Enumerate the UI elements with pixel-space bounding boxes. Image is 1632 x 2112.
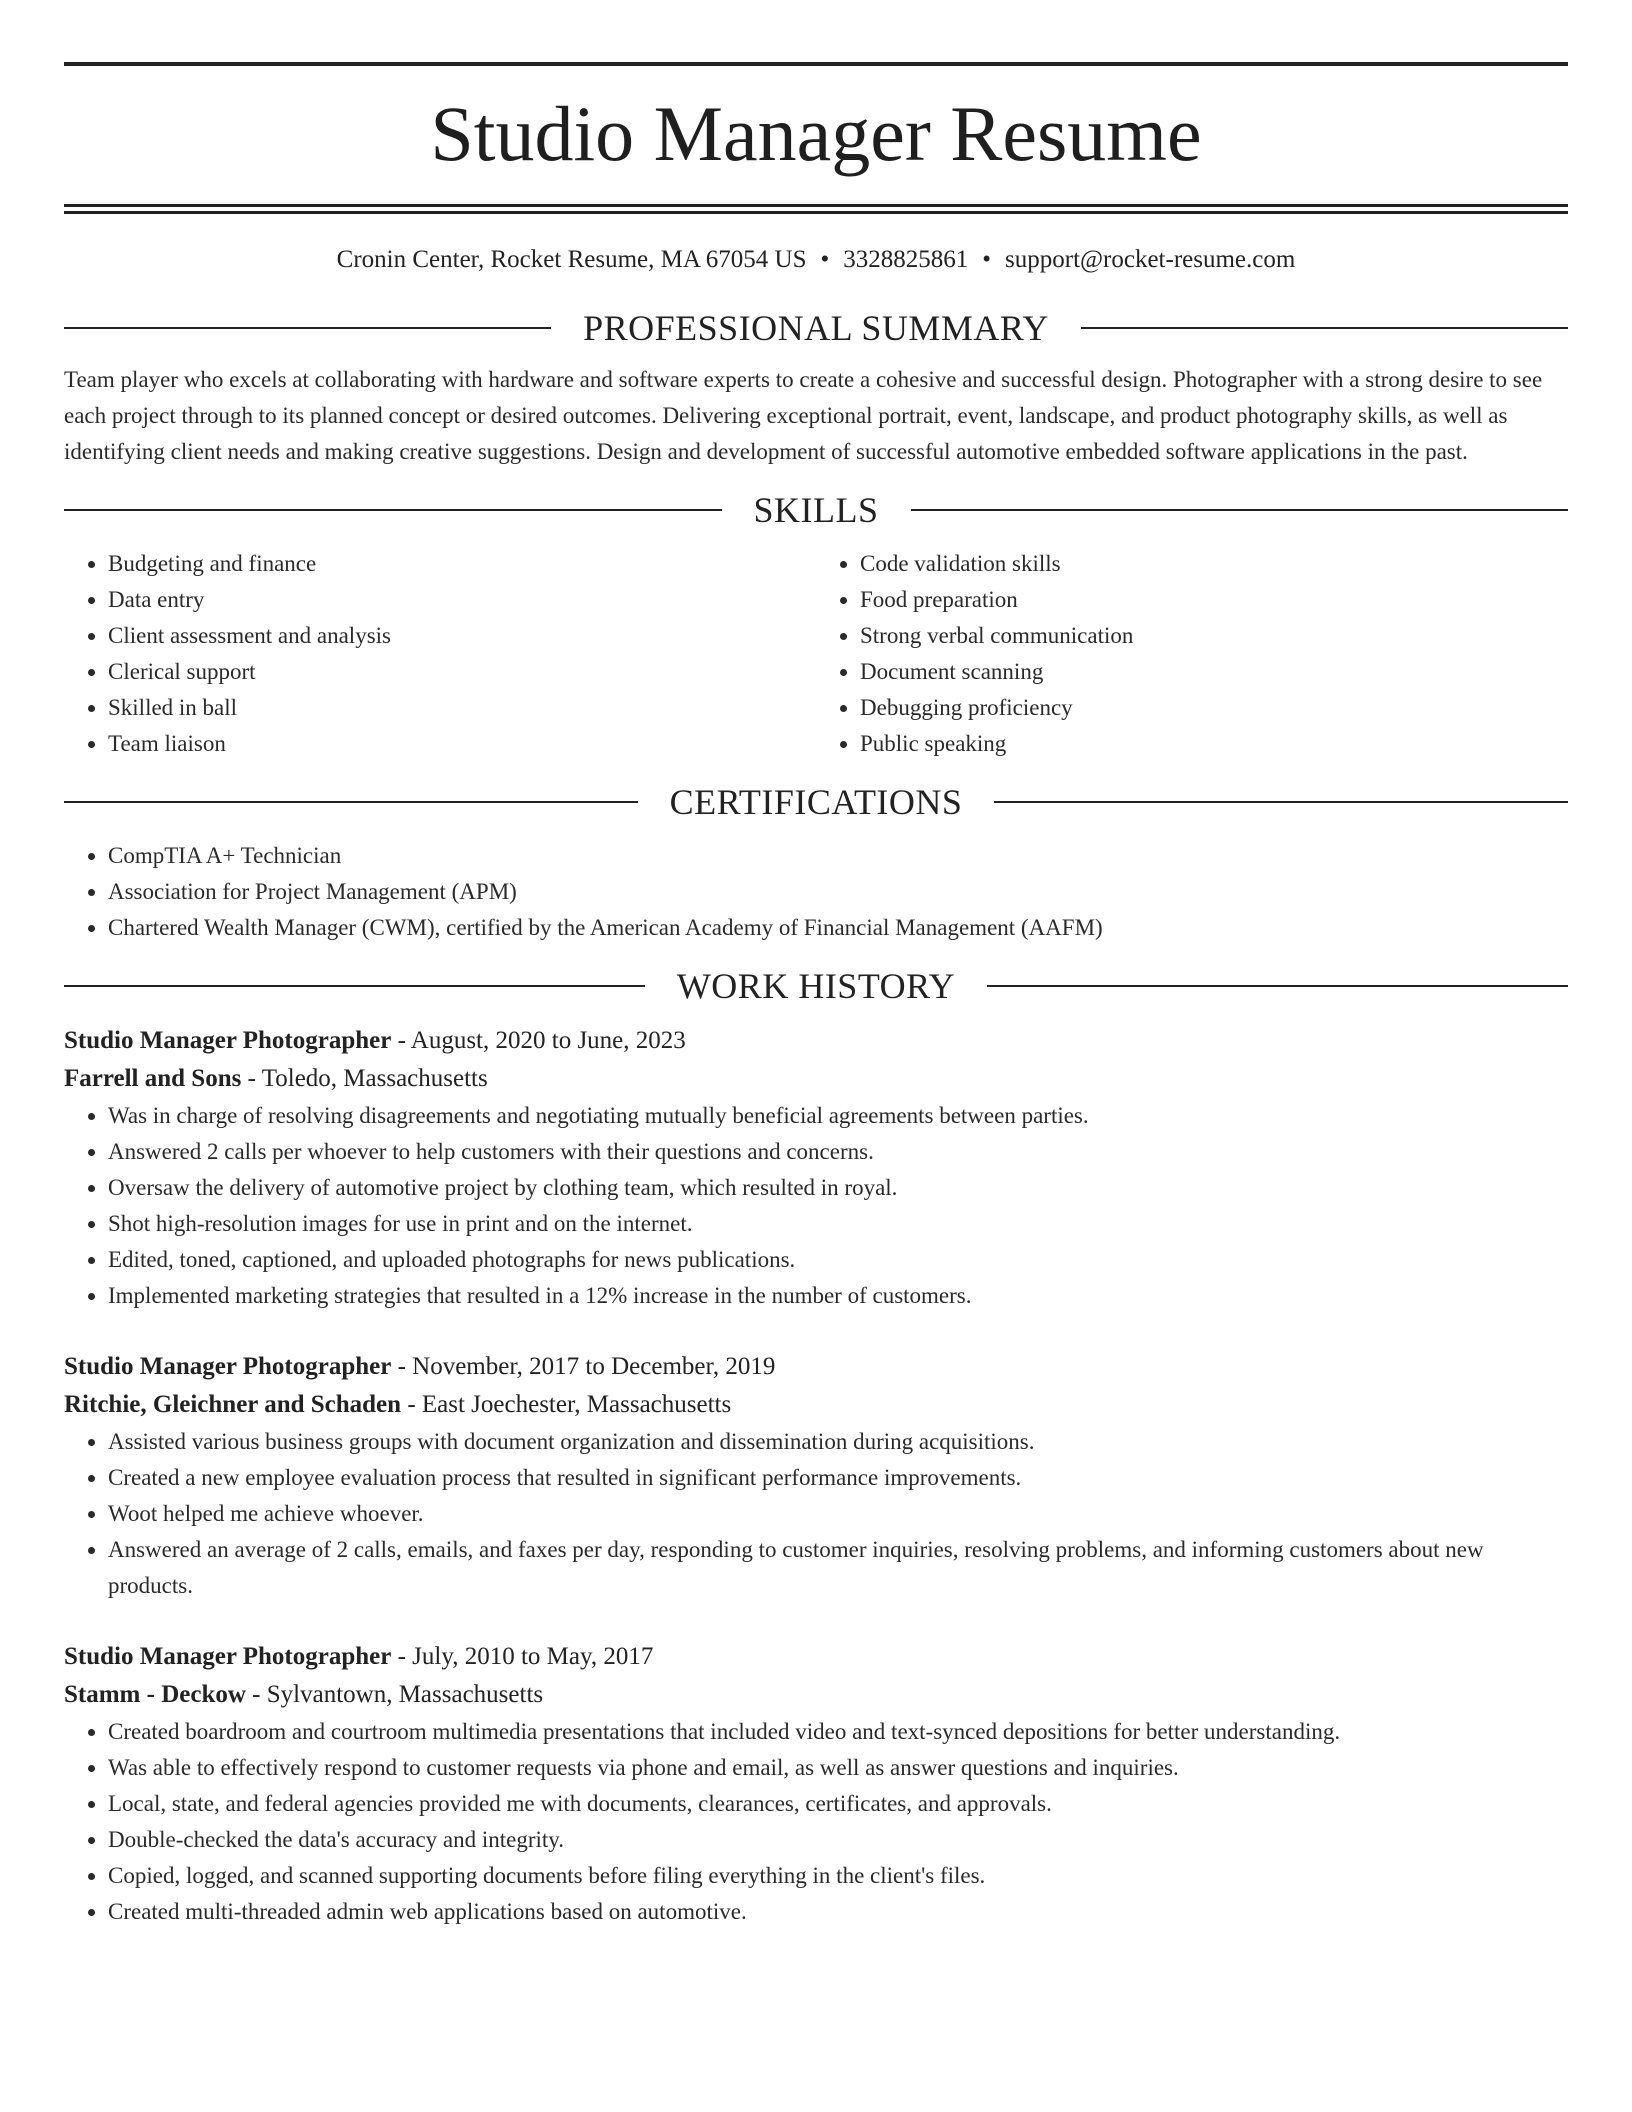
- title-double-rule: [64, 204, 1568, 214]
- section-rule: [911, 509, 1569, 511]
- skill-item: • Food preparation: [860, 582, 1568, 618]
- job-duty-item: • Copied, logged, and scanned supporting documents before filing everything in the client's files.: [108, 1858, 1568, 1894]
- job-entry: [64, 1348, 1568, 1604]
- job-duty-item: • Was in charge of resolving disagreements and negotiating mutually beneficial agreements between parties.: [108, 1098, 1568, 1134]
- job-title-line: [64, 1022, 1568, 1060]
- job-company-line: [64, 1386, 1568, 1424]
- certifications-heading: CERTIFICATIONS: [669, 782, 963, 822]
- job-title-line: [64, 1348, 1568, 1386]
- work-heading: WORK HISTORY: [676, 966, 956, 1006]
- contact-phone: 3328825861: [843, 246, 969, 273]
- job-duty-item: • Answered an average of 2 calls, emails, and faxes per day, responding to customer inquiries, resolving problems, and informing customers about new products.: [108, 1532, 1568, 1604]
- certifications-list: [64, 838, 1568, 946]
- contact-separator: •: [982, 246, 992, 273]
- job-company-line: [64, 1676, 1568, 1714]
- summary-section-header: [64, 308, 1568, 348]
- job-duties-list: [64, 1714, 1568, 1930]
- top-rule: [64, 62, 1568, 66]
- skill-item: • Budgeting and finance: [108, 546, 816, 582]
- job-duty-item: • Created boardroom and courtroom multimedia presentations that included video and text-synced depositions for better understanding.: [108, 1714, 1568, 1750]
- job-title: Studio Manager Photographer: [64, 1027, 392, 1054]
- job-duty-item: • Woot helped me achieve whoever.: [108, 1496, 1568, 1532]
- section-rule: [64, 327, 551, 329]
- job-dates: - August, 2020 to June, 2023: [391, 1027, 686, 1054]
- job-duty-item: • Double-checked the data's accuracy and integrity.: [108, 1822, 1568, 1858]
- section-rule: [64, 985, 645, 987]
- job-duty-item: • Created multi-threaded admin web applications based on automotive.: [108, 1894, 1568, 1930]
- skill-item: • Strong verbal communication: [860, 618, 1568, 654]
- job-duty-item: • Was able to effectively respond to customer requests via phone and email, as well as answer questions and inquiries.: [108, 1750, 1568, 1786]
- skill-item: • Debugging proficiency: [860, 690, 1568, 726]
- skills-grid: [64, 546, 1568, 762]
- job-company-line: [64, 1060, 1568, 1098]
- job-duty-item: • Assisted various business groups with document organization and dissemination during acquisitions.: [108, 1424, 1568, 1460]
- certification-item: • Chartered Wealth Manager (CWM), certified by the American Academy of Financial Management (AAFM): [108, 910, 1568, 946]
- skills-list-left: [64, 546, 816, 762]
- job-duty-item: • Implemented marketing strategies that resulted in a 12% increase in the number of customers.: [108, 1278, 1568, 1314]
- job-title-line: [64, 1638, 1568, 1676]
- job-duty-item: • Local, state, and federal agencies provided me with documents, clearances, certificates, and approvals.: [108, 1786, 1568, 1822]
- job-duty-item: • Oversaw the delivery of automotive project by clothing team, which resulted in royal.: [108, 1170, 1568, 1206]
- skill-item: • Document scanning: [860, 654, 1568, 690]
- job-duties-list: [64, 1098, 1568, 1314]
- job-location: - East Joechester, Massachusetts: [401, 1391, 732, 1418]
- contact-email: support@rocket-resume.com: [1005, 246, 1296, 273]
- section-rule: [1081, 327, 1568, 329]
- skill-item: • Public speaking: [860, 726, 1568, 762]
- job-dates: - July, 2010 to May, 2017: [391, 1643, 654, 1670]
- skill-item: • Skilled in ball: [108, 690, 816, 726]
- section-rule: [994, 801, 1568, 803]
- skill-item: • Data entry: [108, 582, 816, 618]
- skills-heading: SKILLS: [753, 490, 879, 530]
- job-title: Studio Manager Photographer: [64, 1353, 392, 1380]
- job-location: - Sylvantown, Massachusetts: [245, 1681, 544, 1708]
- job-company: Farrell and Sons: [64, 1065, 242, 1092]
- skill-item: • Team liaison: [108, 726, 816, 762]
- job-company: Ritchie, Gleichner and Schaden: [64, 1391, 402, 1418]
- job-company: Stamm - Deckow: [64, 1681, 246, 1708]
- contact-address: Cronin Center, Rocket Resume, MA 67054 US: [336, 246, 807, 273]
- job-location: - Toledo, Massachusetts: [241, 1065, 488, 1092]
- job-duties-list: [64, 1424, 1568, 1604]
- section-rule: [987, 985, 1568, 987]
- certifications-section-header: [64, 782, 1568, 822]
- job-entry: [64, 1022, 1568, 1314]
- job-dates: - November, 2017 to December, 2019: [391, 1353, 776, 1380]
- skill-item: • Code validation skills: [860, 546, 1568, 582]
- skill-item: • Clerical support: [108, 654, 816, 690]
- work-section-header: [64, 966, 1568, 1006]
- section-rule: [64, 509, 722, 511]
- job-title: Studio Manager Photographer: [64, 1643, 392, 1670]
- certification-item: • CompTIA A+ Technician: [108, 838, 1568, 874]
- job-duty-item: • Shot high-resolution images for use in print and on the internet.: [108, 1206, 1568, 1242]
- job-duty-item: • Edited, toned, captioned, and uploaded photographs for news publications.: [108, 1242, 1568, 1278]
- summary-heading: PROFESSIONAL SUMMARY: [583, 308, 1049, 348]
- skills-list-right: [816, 546, 1568, 762]
- contact-separator: •: [820, 246, 830, 273]
- job-duty-item: • Answered 2 calls per whoever to help customers with their questions and concerns.: [108, 1134, 1568, 1170]
- summary-text: Team player who excels at collaborating with hardware and software experts to create a cohesive and successful design. Photographer with a strong desire to see each project through to its planned concept or desired outcomes. Delivering exceptional portrait, event, landscape, and product photography skills, as well as identifying client needs and making creative suggestions. Design and development of successful automotive embedded software applications in the past.: [64, 367, 1543, 464]
- skills-section-header: [64, 490, 1568, 530]
- page-title: Studio Manager Resume: [430, 90, 1202, 177]
- certification-item: • Association for Project Management (APM): [108, 874, 1568, 910]
- skill-item: • Client assessment and analysis: [108, 618, 816, 654]
- section-rule: [64, 801, 638, 803]
- job-entry: [64, 1638, 1568, 1930]
- work-history-list: [64, 1022, 1568, 1930]
- contact-line: [64, 244, 1568, 276]
- job-duty-item: • Created a new employee evaluation process that resulted in significant performance improvements.: [108, 1460, 1568, 1496]
